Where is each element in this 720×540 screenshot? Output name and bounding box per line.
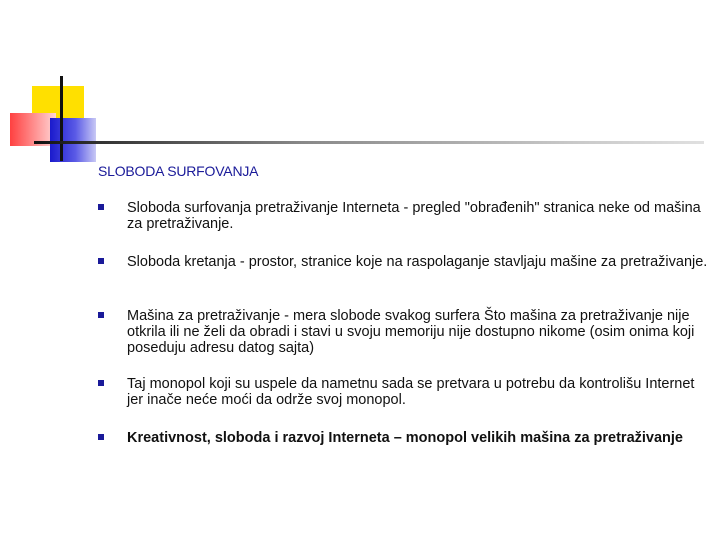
bullet-item [98, 430, 683, 446]
bullet-item [98, 376, 708, 408]
square-bullet-icon [98, 204, 104, 210]
bullet-text: Taj monopol koji su uspele da nametnu sada se pretvara u potrebu da kontrolišu Internet jer inače neće moći da održe svoj monopol. [127, 376, 695, 408]
decor-horizontal-rule [34, 141, 704, 144]
square-bullet-icon [98, 312, 104, 318]
square-bullet-icon [98, 380, 104, 386]
decor-vertical-line [60, 76, 63, 161]
decor-blue-square [50, 118, 96, 162]
bullet-text: Sloboda kretanja - prostor, stranice koje na raspolaganje stavljaju mašine za pretraživanje. [127, 254, 708, 270]
bullet-text: Mašina za pretraživanje - mera slobode svakog surfera Što mašina za pretraživanje nije otkrila ili ne želi da obradi i stavi u svoju memoriju nije dostupno nikome (osim onima koji poseduju adresu datog sajta) [127, 308, 695, 356]
slide-title: SLOBODA SURFOVANJA [98, 163, 259, 179]
bullet-item [98, 200, 708, 232]
square-bullet-icon [98, 258, 104, 264]
bullet-item [98, 254, 707, 270]
square-bullet-icon [98, 434, 104, 440]
bullet-text: Sloboda surfovanja pretraživanje Interneta - pregled "obrađenih" stranica neke od mašina za pretraživanje. [127, 200, 701, 232]
bullet-item [98, 308, 708, 356]
bullet-text-bold: Kreativnost, sloboda i razvoj Interneta – monopol velikih mašina za pretraživanje [127, 430, 683, 446]
